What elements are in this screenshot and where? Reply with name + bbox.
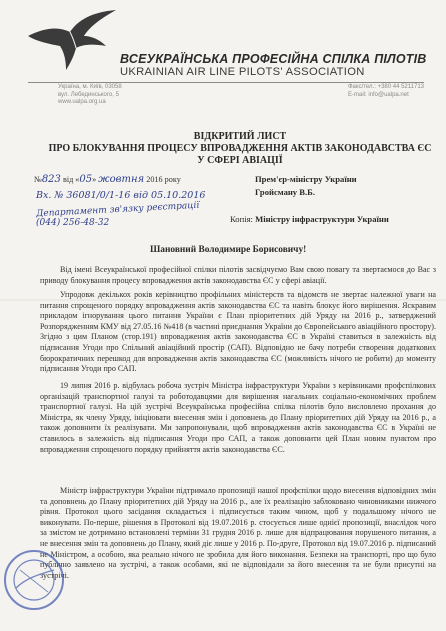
ref-month: жовтня (98, 174, 145, 185)
stamp-icon (2, 548, 66, 612)
org-address (58, 84, 122, 107)
contact-line: E-mail: info@ualpa.net (347, 91, 409, 98)
incoming-registration: Вх. № 36081/0/1-16 від 05.10.2016 (36, 190, 206, 201)
ref-close-quote: » (92, 175, 97, 184)
letter-title: ВІДКРИТИЙ ЛИСТ (193, 131, 287, 142)
ref-year: 2016 року (146, 175, 181, 184)
body-paragraph: Упродовж декількох років керівництво профільних міністерств та відомств не звертає належної уваги на питання спрощеного порядку впровадження актів законодавства ЄС та навіть блокує його вирішення. Яскравим прикладом ігнорування цього питання України є План пріоритетних дій Уряду на 2016 р., затверджений Розпорядженням КМУ від 27.05.16 №418 (в частині приєднання України до Європейського авіаційного простору). Згідно з цим Планом (стор.191) впровадження актів законодавства ЄС в Україні ставиться в залежність від підписання Угоди про Спільний авіаційний простір (САП). Відповідно не бачу потреби створення додаткових бюрократичних перешкод для впровадження актів законодавства ЄС (можливість нічого не робити) до моменту підписання Угоди про САП. (40, 290, 436, 374)
outgoing-reference (34, 174, 181, 185)
address-line: Україна, м. Київ, 03058 (58, 84, 122, 90)
copy-label: Копія: (230, 214, 253, 224)
ref-prefix: № (34, 175, 42, 184)
org-contacts (348, 84, 424, 99)
body-paragraph: Міністр інфраструктури України підтримало пропозиції нашої профспілки щодо внесення відповідних змін та доповнень до Плану пріоритетних дій Уряду на 2016 р., але їх реалізацію заблоковано чиновниками нижчого рівня. Протокол цього засідання складається і підписується таким чином, щоб у подальшому нічого не виконувати. По-перше, рішення в Протоколі від 19.07.2016 р. стосується лише однієї пропозиції, внаслідок чого за змістом не дотримано встановлені терміни 31 грудня 2016 р. лише для відпрацювання порушеного питання, а не внесення змін та доповнень до Плану, який діє лише у 2016 р. По-друге, Протокол від 19.07.2016 р. підписаний не Міністром, а особою, яка реально нічого не зробила для його виконання. Безпеки на транспорті, про що було публічно заявлено на зустрічі, а також особами, які не відповідали за його внесення та не були присутні на зустрічі. (40, 486, 436, 580)
ref-number: 823 (41, 174, 61, 185)
letter-subject: ПРО БЛОКУВАННЯ ПРОЦЕСУ ВПРОВАДЖЕННЯ АКТІВ ЗАКОНОДАВСТВА ЄС (48, 143, 432, 154)
contact-line: Факс/тел.: +380 44 5211713 (347, 84, 424, 90)
ref-from: від « (62, 175, 80, 184)
eagle-logo-icon (26, 6, 118, 72)
ref-day: 05 (79, 174, 93, 185)
org-name-en: UKRAINIAN AIR LINE PILOTS' ASSOCIATION (120, 66, 365, 78)
copy-recipient-name: Міністру інфраструктури України (255, 214, 389, 224)
registration-department: Департамент зв'язку реєстрації (35, 200, 200, 220)
address-line: вул. Лебединського, 5 (58, 91, 119, 98)
salutation: Шановний Володимире Борисовичу! (150, 245, 307, 255)
letter-subject-cont: У СФЕРІ АВІАЦІЇ (197, 155, 283, 166)
body-paragraph: Від імені Всеукраїнської професійної спілки пілотів засвідчуємо Вам свою повагу та звертаємося до Вас з приводу блокування процесу впровадження актів законодавства ЄС у сфері авіації. (40, 265, 436, 285)
address-line: www.ualpa.org.ua (58, 99, 106, 106)
addressee-title: Прем'єр-міністру України (255, 174, 357, 184)
copy-recipient (230, 214, 389, 224)
registration-phone: (044) 256-48-32 (36, 218, 110, 228)
org-name-ua: ВСЕУКРАЇНСЬКА ПРОФЕСІЙНА СПІЛКА ПІЛОТІВ (120, 52, 427, 66)
body-paragraph: 19 липня 2016 р. відбулась робоча зустріч Міністра інфраструктури України з керівниками профспілкових організацій транспортної галузі та роботодавцями для вирішення нагальних соціально-економічних проблем транспортної галузі. На цій зустрічі Всеукраїнська професійна спілка пілотів було висловлено прохання до Міністра, як члену Уряду, ініціювати внесення змін і доповнень до Плану пріоритетних дій Уряду на 2016 р., а також доповнити їх реалізувати. Ми запропонували, щоб впровадження актів законодавства ЄС в Україні не ставилось в залежність від підписання Угоди про САП, а також доповнити цей План новим пунктом про впровадження спрощеного порядку прийняття актів законодавства ЄС. (40, 381, 436, 454)
addressee-name: Гройсману В.Б. (255, 187, 315, 197)
letterhead-divider (28, 82, 424, 83)
